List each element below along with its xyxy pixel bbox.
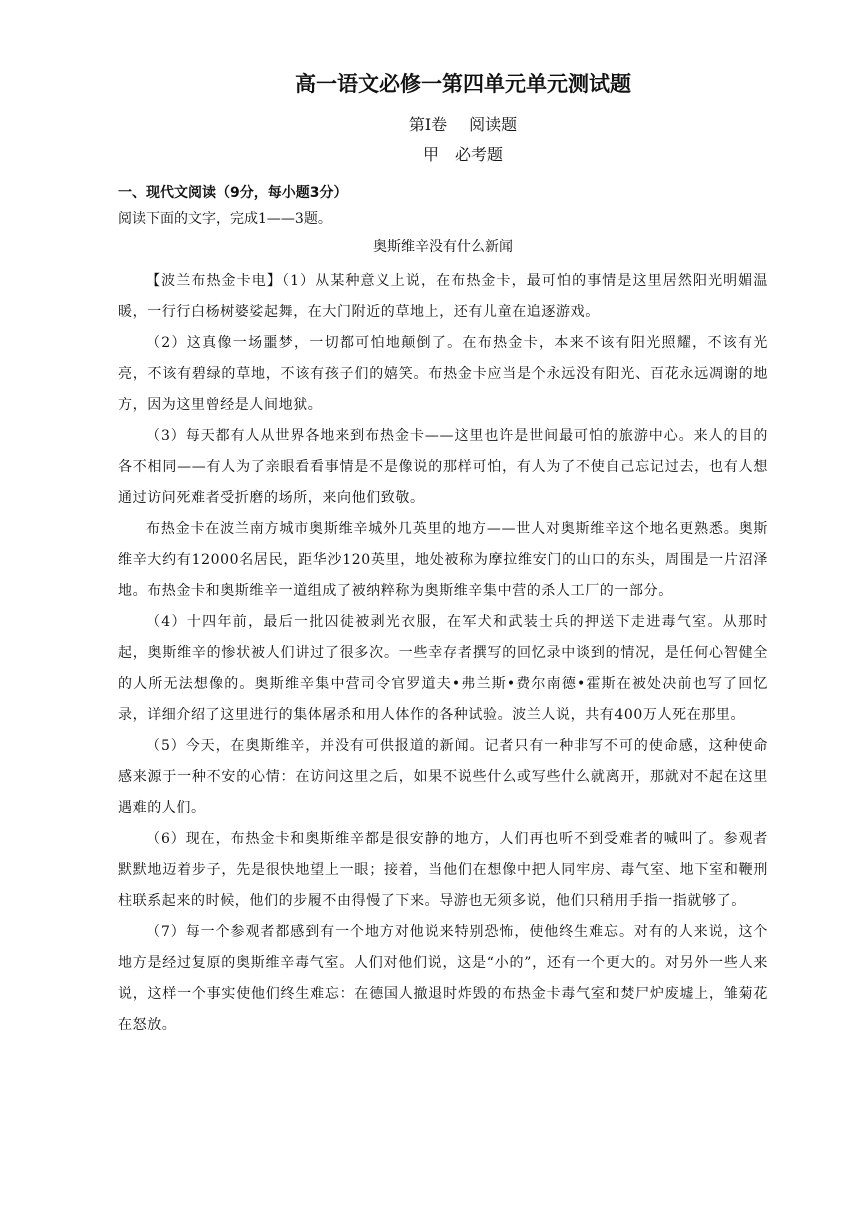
section-heading: 一、现代文阅读（9分，每小题3分） (118, 185, 348, 201)
paragraph-4: （4）十四年前，最后一批囚徒被剥光衣服，在军犬和武装士兵的押送下走进毒气室。从那时起，奥斯维辛的惨状被人们讲过了很多次。一些幸存者撰写的回忆录中谈到的情况，是任何心智健全的人所无法想像的。奥斯维辛集中营司令官罗道夫•弗兰斯•费尔南德•霍斯在被处决前也写了回忆录，详细介绍了这里进行的集体屠杀和用人体作的各种试验。波兰人说，共有400万人死在那里。 (118, 614, 768, 723)
paragraph-7: （7）每一个参观者都感到有一个地方对他说来特别恐怖，使他终生难忘。对有的人来说，这个地方是经过复原的奥斯维辛毒气室。人们对他们说，这是“小的”，还有一个更大的。对另外一些人来说，这样一个事实使他们终生难忘：在德国人撤退时炸毁的布热金卡毒气室和焚尸炉废墟上，雏菊花在怒放。 (118, 924, 768, 1033)
paragraph-1: 【波兰布热金卡电】（1）从某种意义上说，在布热金卡，最可怕的事情是这里居然阳光明媚温暖，一行行白杨树婆娑起舞，在大门附近的草地上，还有儿童在追逐游戏。 (118, 273, 768, 320)
paragraph-2: （2）这真像一场噩梦，一切都可怕地颠倒了。在布热金卡，本来不该有阳光照耀，不该有光亮，不该有碧绿的草地，不该有孩子们的嬉笑。布热金卡应当是个永远没有阳光、百花永远凋谢的地方，因为这里曾经是人间地狱。 (118, 335, 768, 413)
document-title: 高一语文必修一第四单元单元测试题 (295, 72, 631, 96)
paragraph-6: （6）现在，布热金卡和奥斯维辛都是很安静的地方，人们再也听不到受难者的喊叫了。参观者默默地迈着步子，先是很快地望上一眼；接着，当他们在想像中把人同牢房、毒气室、地下室和鞭刑柱联系起来的时候，他们的步履不由得慢了下来。导游也无须多说，他们只稍用手指一指就够了。 (118, 831, 768, 909)
volume-label: 第Ⅰ卷 (408, 115, 448, 134)
part-heading: 甲 必考题 (422, 145, 503, 164)
paragraph-3b: 布热金卡在波兰南方城市奥斯维辛城外几英里的地方——世人对奥斯维辛这个地名更熟悉。奥斯维辛大约有12000名居民，距华沙120英里，地处被称为摩拉维安门的山口的东头，周围是一片沼泽地。布热金卡和奥斯维辛一道组成了被纳粹称为奥斯维辛集中营的杀人工厂的一部分。 (118, 521, 768, 599)
exam-page (118, 66, 768, 1041)
instruction-text: 阅读下面的文字，完成1——3题。 (118, 211, 332, 227)
volume-name: 阅读题 (469, 115, 518, 134)
volume-heading (118, 110, 768, 140)
article-title: 奥斯维辛没有什么新闻 (373, 239, 513, 255)
paragraph-3: （3）每天都有人从世界各地来到布热金卡——这里也许是世间最可怕的旅游中心。来人的目的各不相同——有人为了亲眼看看事情是不是像说的那样可怕，有人为了不使自己忘记过去，也有人想通过访问死难者受折磨的场所，来向他们致敬。 (118, 428, 768, 506)
paragraph-5: （5）今天，在奥斯维辛，并没有可供报道的新闻。记者只有一种非写不可的使命感，这种使命感来源于一种不安的心情：在访问这里之后，如果不说些什么或写些什么就离开，那就对不起在这里遇难的人们。 (118, 738, 768, 816)
